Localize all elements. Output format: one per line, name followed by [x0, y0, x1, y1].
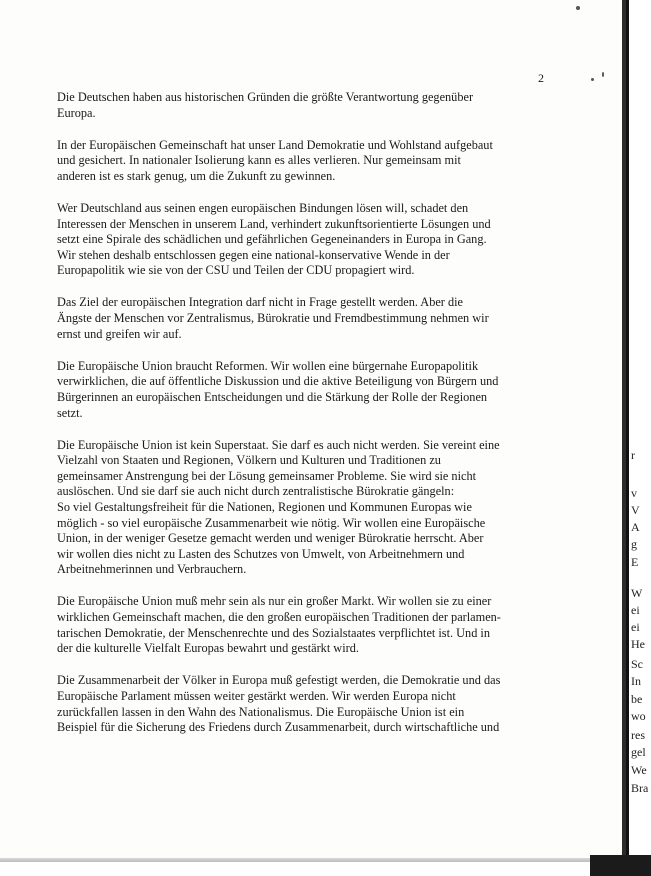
text-line: Ängste der Menschen vor Zentralismus, Bürokratie und Fremdbestimmung nehmen wir — [57, 311, 489, 326]
scan-speck — [576, 6, 580, 10]
text-line: Die Europäische Union braucht Reformen. Wir wollen eine bürgernahe Europapolitik — [57, 358, 479, 373]
text-line: wir wollen dies nicht zu Lasten des Schutzes von Umwelt, von Arbeitnehmern und — [57, 546, 465, 561]
adjacent-page-fragment: gel — [631, 745, 646, 759]
text-line: Beispiel für die Sicherung des Friedens durch Zusammenarbeit, durch wirtschaftliche und — [57, 720, 500, 735]
text-line: Wir stehen deshalb entschlossen gegen eine national-konservative Wende in der — [57, 247, 450, 262]
text-line: In der Europäischen Gemeinschaft hat unser Land Demokratie und Wohlstand aufgebaut — [57, 137, 493, 152]
text-line: und gesichert. In nationaler Isolierung kann es alles verlieren. Nur gemeinsam mit — [57, 153, 461, 168]
text-line: setzt eine Spirale des schädlichen und gefährlichen Gegeneinanders in Europa in Gang. — [57, 232, 487, 247]
adjacent-page-fragment: res — [631, 728, 645, 742]
paragraph — [57, 359, 535, 421]
adjacent-page-fragment: ei — [631, 603, 640, 617]
text-line: tarischen Demokratie, der Menschenrechte und des Sozialstaates verpflichtet ist. Und in — [57, 625, 490, 640]
text-line: Wer Deutschland aus seinen engen europäischen Bindungen lösen will, schadet den — [57, 200, 469, 215]
text-line: möglich - so viel europäische Zusammenarbeit wie nötig. Wir wollen eine Europäische — [57, 515, 486, 530]
bottom-page-edge — [0, 858, 651, 862]
text-line: gemeinsamer Anstrengung bei der Lösung gemeinsamer Probleme. Sie wird sie nicht — [57, 468, 477, 483]
text-line: anderen ist es stark genug, um die Zukunft zu gewinnen. — [57, 168, 336, 183]
text-line: Bürgerinnen an europäischen Entscheidungen und die Stärkung der Rolle der Regionen — [57, 389, 488, 404]
adjacent-page-fragment: v — [631, 486, 637, 500]
scan-speck — [591, 78, 594, 81]
text-line: So viel Gestaltungsfreiheit für die Nationen, Regionen und Kommunen Europas wie — [57, 499, 472, 514]
adjacent-page-fragment: W — [631, 586, 643, 600]
page-edge-line — [626, 0, 629, 876]
text-line: Europa. — [57, 105, 96, 120]
text-line: Die Europäische Union muß mehr sein als nur ein großer Markt. Wir wollen sie zu einer — [57, 594, 492, 609]
text-line: zurückfallen lassen in den Wahn des Nationalismus. Die Europäische Union ist ein — [57, 704, 465, 719]
text-line: Die Zusammenarbeit der Völker in Europa muß gefestigt werden, die Demokratie und das — [57, 673, 501, 688]
adjacent-page-fragment: Sc — [631, 657, 643, 671]
text-line: Arbeitnehmerinnen und Verbrauchern. — [57, 562, 247, 577]
adjacent-page-fragment: r — [631, 448, 635, 462]
adjacent-page-fragment: g — [631, 537, 637, 551]
text-line: Vielzahl von Staaten und Regionen, Völkern und Kulturen und Traditionen zu — [57, 453, 441, 468]
text-line: Interessen der Menschen in unserem Land, verhindert zukunftsorientierte Lösungen und — [57, 216, 491, 231]
text-line: wirklichen Gemeinschaft machen, die den großen europäischen Traditionen der parlamen- — [57, 610, 501, 625]
adjacent-page-fragment: E — [631, 555, 639, 569]
adjacent-page-fragment: In — [631, 674, 641, 688]
text-line: setzt. — [57, 405, 83, 420]
paragraph — [57, 138, 535, 185]
adjacent-page-fragment: He — [631, 637, 645, 651]
text-line: Das Ziel der europäischen Integration darf nicht in Frage gestellt werden. Aber die — [57, 295, 463, 310]
text-line: ernst und greifen wir auf. — [57, 326, 182, 341]
text-line: auslöschen. Und sie darf sie auch nicht durch zentralistische Bürokratie gängeln: — [57, 484, 455, 499]
page-number: 2 — [538, 71, 544, 85]
body-text — [57, 90, 535, 752]
paragraph — [57, 90, 535, 121]
text-line: Union, in der weniger Gesetze gemacht werden und weniger Bürokratie herrscht. Aber — [57, 531, 484, 546]
adjacent-page-fragment: A — [631, 520, 640, 534]
bottom-corner-shadow — [590, 855, 651, 876]
text-line: Die Deutschen haben aus historischen Gründen die größte Verantwortung gegenüber — [57, 90, 474, 104]
paragraph — [57, 295, 535, 342]
text-line: Europapolitik wie sie von der CSU und Teilen der CDU propagiert wird. — [57, 263, 415, 278]
adjacent-page-fragment: V — [631, 503, 640, 517]
adjacent-page-fragment: ei — [631, 620, 640, 634]
text-line: Europäische Parlament müssen weiter gestärkt werden. Wir werden Europa nicht — [57, 688, 456, 703]
paragraph — [57, 201, 535, 279]
text-line: Die Europäische Union ist kein Superstaat. Sie darf es auch nicht werden. Sie vereint eine — [57, 437, 500, 452]
paragraph — [57, 673, 535, 735]
adjacent-page-strip — [629, 0, 651, 860]
text-line: verwirklichen, die auf öffentliche Diskussion und die aktive Beteiligung von Bürgern und — [57, 374, 499, 389]
adjacent-page-fragment: Bra — [631, 781, 649, 795]
paragraph — [57, 594, 535, 656]
adjacent-page-fragment: We — [631, 763, 647, 777]
adjacent-page-fragment: wo — [631, 709, 646, 723]
scan-speck — [602, 72, 604, 77]
paragraph — [57, 438, 535, 578]
text-line: der die kulturelle Vielfalt Europas bewahrt und gestärkt wird. — [57, 641, 359, 656]
adjacent-page-fragment: be — [631, 692, 643, 706]
